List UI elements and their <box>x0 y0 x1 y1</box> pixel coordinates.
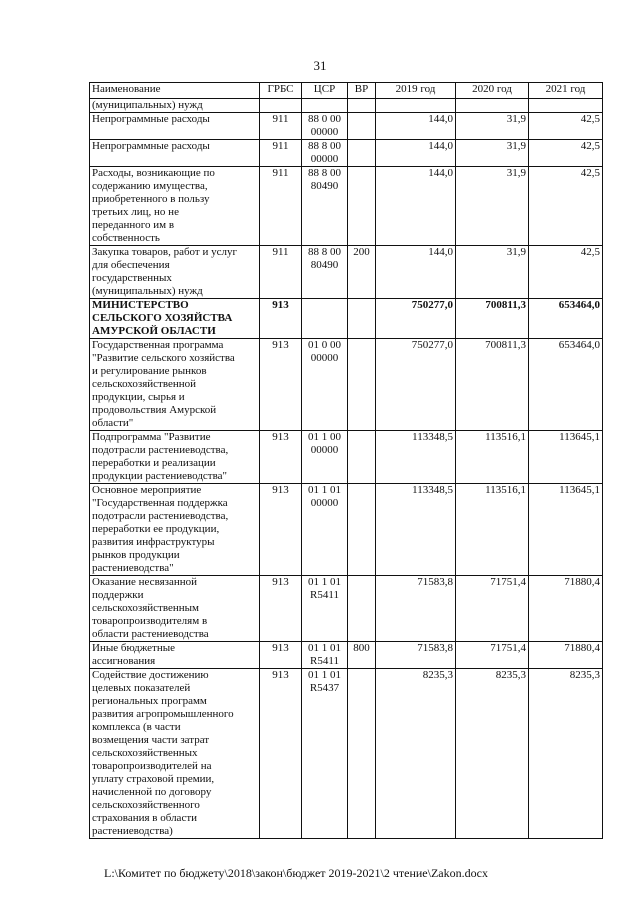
cell-y2019: 71583,8 <box>376 576 456 642</box>
cell-name: Непрограммные расходы <box>90 113 260 140</box>
table-row <box>90 246 603 299</box>
cell-csr: 01 1 00 00000 <box>302 431 348 484</box>
header-name: Наименование <box>90 83 260 99</box>
cell-y2021: 42,5 <box>529 246 603 299</box>
cell-csr: 01 0 00 00000 <box>302 339 348 431</box>
cell-grbs: 913 <box>260 642 302 669</box>
cell-y2021: 113645,1 <box>529 431 603 484</box>
cell-name: Расходы, возникающие по содержанию имущества, приобретенного в пользу третьих лиц, но не переданного им в собственность <box>90 167 260 246</box>
cell-y2020: 113516,1 <box>456 431 529 484</box>
cell-vr <box>348 113 376 140</box>
cell-vr <box>348 576 376 642</box>
cell-y2021: 71880,4 <box>529 576 603 642</box>
cell-name: Оказание несвязанной поддержки сельскохозяйственным товаропроизводителям в области растениеводства <box>90 576 260 642</box>
table-row <box>90 339 603 431</box>
table-row <box>90 99 603 113</box>
cell-grbs: 913 <box>260 669 302 839</box>
cell-vr: 800 <box>348 642 376 669</box>
cell-name: Закупка товаров, работ и услуг для обеспечения государственных (муниципальных) нужд <box>90 246 260 299</box>
page-number: 31 <box>313 58 327 73</box>
cell-vr <box>348 431 376 484</box>
cell-name: Непрограммные расходы <box>90 140 260 167</box>
cell-y2019: 144,0 <box>376 140 456 167</box>
cell-csr <box>302 99 348 113</box>
cell-grbs: 911 <box>260 140 302 167</box>
budget-table <box>89 82 603 839</box>
table-row <box>90 669 603 839</box>
cell-csr: 88 0 00 00000 <box>302 113 348 140</box>
cell-y2019 <box>376 99 456 113</box>
cell-grbs: 911 <box>260 246 302 299</box>
header-grbs: ГРБС <box>260 83 302 99</box>
cell-vr <box>348 140 376 167</box>
cell-y2020: 31,9 <box>456 246 529 299</box>
cell-y2021: 42,5 <box>529 140 603 167</box>
file-path-footer: L:\Комитет по бюджету\2018\закон\бюджет 2019-2021\2 чтение\Zakon.docx <box>104 866 488 880</box>
cell-name: (муниципальных) нужд <box>90 99 260 113</box>
cell-y2021: 653464,0 <box>529 339 603 431</box>
cell-y2021: 8235,3 <box>529 669 603 839</box>
cell-vr <box>348 299 376 339</box>
cell-y2021 <box>529 99 603 113</box>
header-2021: 2021 год <box>529 83 603 99</box>
cell-csr: 01 1 01 R5411 <box>302 576 348 642</box>
cell-y2020: 113516,1 <box>456 484 529 576</box>
table-row <box>90 484 603 576</box>
cell-y2019: 144,0 <box>376 246 456 299</box>
cell-y2020: 31,9 <box>456 167 529 246</box>
cell-y2019: 144,0 <box>376 113 456 140</box>
cell-grbs: 913 <box>260 299 302 339</box>
cell-y2020: 700811,3 <box>456 299 529 339</box>
cell-y2019: 8235,3 <box>376 669 456 839</box>
cell-name: Подпрограмма "Развитие подотрасли растениеводства, переработки и реализации продукции растениеводства" <box>90 431 260 484</box>
cell-grbs: 913 <box>260 339 302 431</box>
cell-y2021: 42,5 <box>529 167 603 246</box>
header-csr: ЦСР <box>302 83 348 99</box>
cell-y2019: 113348,5 <box>376 431 456 484</box>
cell-grbs: 911 <box>260 167 302 246</box>
cell-y2020: 8235,3 <box>456 669 529 839</box>
table-row <box>90 113 603 140</box>
cell-csr: 01 1 01 00000 <box>302 484 348 576</box>
cell-y2020: 31,9 <box>456 140 529 167</box>
cell-y2020 <box>456 99 529 113</box>
table-row <box>90 642 603 669</box>
table-row <box>90 576 603 642</box>
cell-vr: 200 <box>348 246 376 299</box>
cell-name: Иные бюджетные ассигнования <box>90 642 260 669</box>
table-row <box>90 299 603 339</box>
cell-csr: 01 1 01 R5437 <box>302 669 348 839</box>
cell-csr: 88 8 00 80490 <box>302 246 348 299</box>
cell-y2020: 71751,4 <box>456 642 529 669</box>
cell-y2019: 750277,0 <box>376 339 456 431</box>
cell-name: Основное мероприятие "Государственная поддержка подотрасли растениеводства, переработки ее продукции, развития инфраструктуры рынков продукции растениеводства" <box>90 484 260 576</box>
cell-csr: 88 8 00 00000 <box>302 140 348 167</box>
cell-y2019: 144,0 <box>376 167 456 246</box>
header-2019: 2019 год <box>376 83 456 99</box>
cell-y2020: 31,9 <box>456 113 529 140</box>
cell-csr: 01 1 01 R5411 <box>302 642 348 669</box>
cell-csr: 88 8 00 80490 <box>302 167 348 246</box>
cell-name: Содействие достижению целевых показателей региональных программ развития агропромышленного комплекса (в части возмещения части затрат сельскохозяйственных товаропроизводителей на уплату страховой премии, начисленной по договору сельскохозяйственного страхования в области растениеводства) <box>90 669 260 839</box>
cell-vr <box>348 669 376 839</box>
cell-grbs: 913 <box>260 431 302 484</box>
cell-name: МИНИСТЕРСТВО СЕЛЬСКОГО ХОЗЯЙСТВА АМУРСКОЙ ОБЛАСТИ <box>90 299 260 339</box>
cell-y2021: 42,5 <box>529 113 603 140</box>
table-row <box>90 167 603 246</box>
cell-y2019: 750277,0 <box>376 299 456 339</box>
cell-grbs: 913 <box>260 484 302 576</box>
cell-y2019: 71583,8 <box>376 642 456 669</box>
cell-name: Государственная программа "Развитие сельского хозяйства и регулирование рынков сельскохозяйственной продукции, сырья и продовольствия Амурской области" <box>90 339 260 431</box>
table-row <box>90 431 603 484</box>
cell-y2021: 71880,4 <box>529 642 603 669</box>
table-header-row <box>90 83 603 99</box>
cell-vr <box>348 167 376 246</box>
cell-vr <box>348 99 376 113</box>
cell-grbs <box>260 99 302 113</box>
header-vr: ВР <box>348 83 376 99</box>
cell-y2020: 71751,4 <box>456 576 529 642</box>
header-2020: 2020 год <box>456 83 529 99</box>
cell-y2021: 113645,1 <box>529 484 603 576</box>
cell-y2021: 653464,0 <box>529 299 603 339</box>
cell-y2020: 700811,3 <box>456 339 529 431</box>
cell-vr <box>348 339 376 431</box>
cell-grbs: 911 <box>260 113 302 140</box>
table-row <box>90 140 603 167</box>
cell-csr <box>302 299 348 339</box>
cell-grbs: 913 <box>260 576 302 642</box>
cell-vr <box>348 484 376 576</box>
cell-y2019: 113348,5 <box>376 484 456 576</box>
